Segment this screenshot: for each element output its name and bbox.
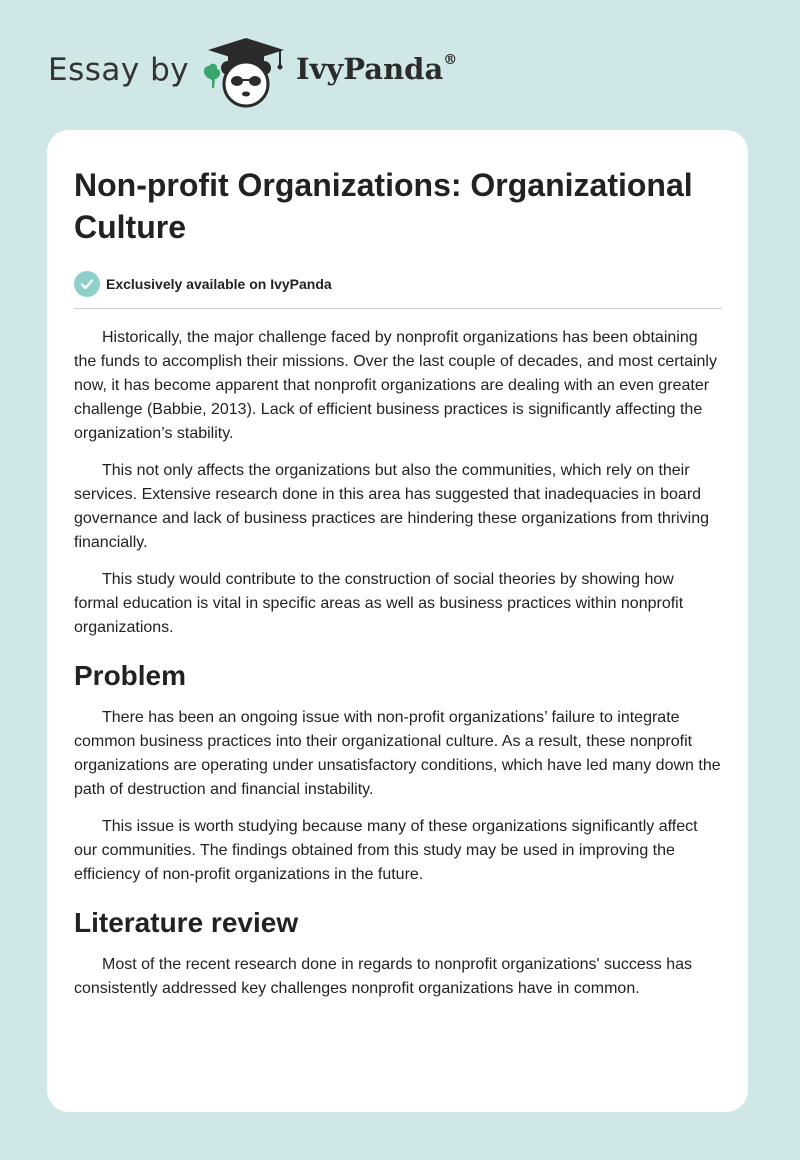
ivy-leaf-icon [204,64,220,88]
brand-name[interactable] [296,52,457,86]
problem-paragraph: There has been an ongoing issue with non-profit organizations’ failure to integrate common business practices into their organizational culture. As a result, these nonprofit organizations are operating under unsatisfactory conditions, which have led many down the path of destruction and financial instability. [74,709,721,798]
exclusive-badge [74,270,722,298]
registered-mark: ® [443,52,458,69]
check-icon [74,271,100,297]
site-header [0,0,800,130]
section-heading-literature-review: Literature review [74,907,299,938]
panda-graduate-logo-icon[interactable] [200,36,292,110]
exclusive-label: Exclusively available on IvyPanda [106,276,332,292]
divider [74,308,722,309]
section-heading-problem: Problem [74,660,187,691]
article-content [74,164,722,1014]
article-title: Non-profit Organizations: Organizational Culture [74,167,693,245]
intro-paragraph: Historically, the major challenge faced by nonprofit organizations has been obtaining the funds to accomplish their missions. Over the last couple of decades, and most certainly now, it has become apparent that nonprofit organizations are dealing with an even greater challenge (Babbie, 2013). Lack of efficient business practices is significantly affecting the organization’s stability. [74,329,717,442]
problem-paragraph: This issue is worth studying because many of these organizations significantly affect our communities. The findings obtained from this study may be used in improving the efficiency of non-profit organizations in the future. [74,818,698,883]
intro-paragraph: This not only affects the organizations but also the communities, which rely on their services. Extensive research done in this area has suggested that inadequacies in board governance and lack of business practices are hindering these organizations from thriving financially. [74,462,710,551]
intro-paragraph: This study would contribute to the construction of social theories by showing how formal education is vital in specific areas as well as business practices within nonprofit organizations. [74,571,684,636]
article-card [47,130,748,1112]
brand-prefix: Essay by [48,52,190,88]
brand-name-text: IvyPanda [296,52,444,86]
literature-paragraph: Most of the recent research done in regards to nonprofit organizations' success has consistently addressed key challenges nonprofit organizations have in common. [74,956,693,997]
